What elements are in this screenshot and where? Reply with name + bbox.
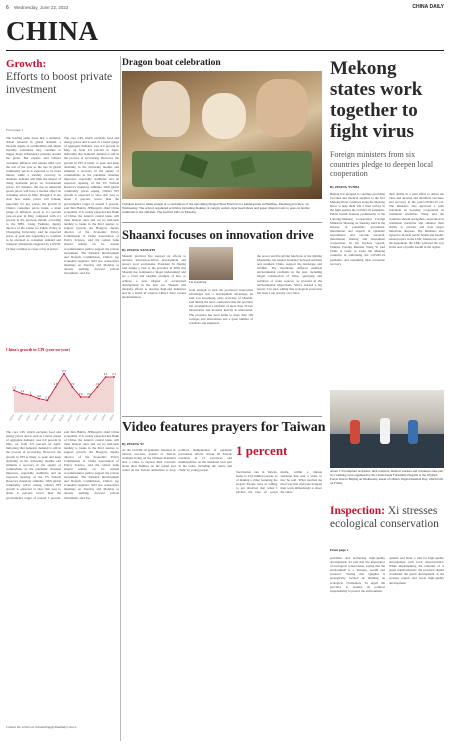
mekong-headline: Mekong states work together to fight virus xyxy=(330,58,423,142)
child-figure xyxy=(142,81,190,137)
inspection-kicker: Inspection: xyxy=(330,505,385,517)
walking-event-photo xyxy=(330,390,444,468)
data-point xyxy=(71,386,73,388)
shaanxi-photo-caption: Liu Guozhong xyxy=(189,280,207,284)
data-point xyxy=(105,376,107,378)
section-divider xyxy=(122,416,322,417)
data-label: 0.8 xyxy=(37,394,41,398)
right-photo-caption: About 170 transplant recipients, their relatives, medical workers and volunteers take part in a walking event organized by the China-Japan Friendship Hospital at the Olympic Forest Park in Beijing on Wednesday, ahead of China's Organ Donation Day, which falls on Friday. xyxy=(330,469,444,485)
paper-name: CHINA DAILY xyxy=(412,4,444,10)
section-divider xyxy=(122,222,322,223)
shaanxi-body-col1: Shaanxi province has stepped up efforts to advance innovation-driven development and protect local ecosystems. President Xi Jinping said during a visit to the province in 2020 that Shaanxi has continued a 'major undertaking' and set a vivid and tangible example of how to achieve a new chapter of accelerated development in the new era. Shaanxi will intensify efforts to develop high-end industries and be a leader in western China's drive toward modernization. xyxy=(122,254,186,299)
data-point xyxy=(21,393,23,395)
data-label: 0.9 xyxy=(78,393,83,397)
column-divider xyxy=(120,56,121,741)
x-tick-label: 2022.1 xyxy=(76,414,82,422)
x-tick-label: 2021.7 xyxy=(26,414,32,422)
data-label: 1.1 xyxy=(20,389,25,393)
mekong-body-col1: Beijing has pledged to continue providing vaccines and medical supplies to the five Mekong River countries along the Mekong River to help them win a final victory in the fight against the COVID-19 pandemic. Public health featured prominently at the Lancang-Mekong Cooperation Foreign Ministers' Meeting on Tuesday, held in the shadow of pandemic, prevention, information and experts in epidemic surveillance and vaccine research, information sharing and investment cooperation. In his keynote speech, Chinese Foreign Minister Wang Yi said China is ready to assist the Mekong countries in addressing the COVID-19 pandemic and sustaining their economic recovery. xyxy=(330,192,385,266)
shaanxi-headline: Shaanxi focuses on innovation drive xyxy=(122,228,314,242)
inspection-title: Xi stresses ecological conservation xyxy=(330,505,439,530)
inspection-byline: From page 1 xyxy=(330,548,349,552)
table-leaves xyxy=(132,151,312,187)
video-body-col1: As the COVID-19 epidemic situation in Taiwan worsens, dozens of Taiwan residents living on the Chinese mainland shot a video to express their concerns about their families on the island and called on the Taiwan authorities to drop political manipulation of epidemic prevention efforts. About 60 Taiwan residents in 15 provinces and municipalities on the mainland took part in the video, including the 'dance and chant' by young people. xyxy=(122,448,232,473)
growth-kicker: Growth: xyxy=(6,58,47,70)
shaanxi-body-col3: the power and life-giving functions of the Qinling Mountains, the natural boundary between northern and southern China, support the landscape and wildlife. The mountains suffered multiple environmental problems in the past, including illegal construction of villas, quarrying and pollution of water sources, as revealed in the environmental inspections. 'We've learned a big lesson,' Liu said, adding that ecological protection has been a top priority ever since. xyxy=(257,254,322,295)
data-label: 1.3 xyxy=(12,386,16,390)
data-point xyxy=(113,376,115,378)
growth-body-col2a: The core CPI, which excludes food and energy prices and is seen as a better gauge of aggregate demand, rose 0.9 percent in May, up from 0.9 percent in April, indicating that domestic demand is still in the process of recovering. However, the growth in PPI is likely to peak and keep declining in the following months and stimulus a recovery in the supply of commodities as the pandemic situation improves, especially stabilities and an expected tapering of the US Federal Reserve's monetary stimulus. With global commodity prices easing, China's PPI growth is expected to slow this year to about 6 percent, lower than the government's target of around 3 percent, said Zhu Haibin, JPMorgan's chief China economist. It is widely expected that Bank of China, the nation's central bank, will raise interest rates and cut its mid-term lending to banks in the third quarter, to support growth. Xu Hongcai, deputy director of the Economic Policy Commission at China Association of Policy Science, said the central bank should remain on its current accommodative path to support the private investment. The National Development and Reform Commission, China's top economic regulator, held two consecutive meetings on Tuesday and Monday to discuss pushing forward private investment, said Xu. xyxy=(64,136,119,276)
video-headline: Video features prayers for Taiwan xyxy=(122,420,326,435)
x-tick-label: 2022.4 xyxy=(101,414,107,422)
data-point xyxy=(63,373,65,375)
x-tick-label: 2021.12 xyxy=(67,414,74,423)
x-tick-label: 2021.6 xyxy=(18,414,24,422)
page-number: 6 xyxy=(6,5,9,11)
stat-number: 1 percent xyxy=(236,443,288,458)
photo-title: Dragon boat celebration xyxy=(122,58,221,68)
data-label: 1 xyxy=(29,391,32,395)
x-tick-label: 2021.5 xyxy=(9,414,15,422)
growth-headline: Efforts to boost private investment xyxy=(6,71,113,96)
data-label: 1.5 xyxy=(53,383,58,387)
mekong-body-col2: their ability in a joint effort to defeat the virus and develop and distribute vaccines, and recovery in the post-COVID-19 era. The ministers also approved a joint statement on boosting cooperation on traditional medicine. Wang said the countries should strengthen cooperation in traditional medicine and enhance their ability to prevent and treat major infectious diseases. The ministers also agreed to include public health and health-related topics in the LMC framework, with the agreement, the LMC will lead the way in the area of public health in the region. xyxy=(389,192,444,250)
data-point xyxy=(30,394,32,396)
section-title: CHINA xyxy=(6,16,99,46)
data-point xyxy=(55,386,57,388)
x-tick-label: 2022.2 xyxy=(84,414,90,422)
dragon-boat-photo xyxy=(122,71,322,199)
x-tick-label: 2021.10 xyxy=(50,414,57,423)
data-point xyxy=(46,399,48,401)
header-rule xyxy=(6,50,444,51)
video-body-col2: Vaccination rate in Taiwan, home to 23.6 million people, as of making a video featuring the slogan: 'People were so willing to get involved that when I pitched the idea on social media, within a minute someone had sent a video to me,' he said. 'What touched me most was that everyone dropped their work immediately to shoot the video.' xyxy=(236,470,322,495)
x-tick-label: 2022.5 xyxy=(109,414,115,422)
child-figure xyxy=(256,79,308,137)
mekong-subhead: Foreign ministers from six countries pledge to deepen local cooperation xyxy=(330,150,434,178)
growth-contact: Contact the writers at chenmeiling@chinadaily.com.cn xyxy=(6,725,77,729)
person xyxy=(350,420,360,444)
x-tick-label: 2021.8 xyxy=(34,414,40,422)
data-label: 0.7 xyxy=(45,396,50,400)
data-point xyxy=(96,386,98,388)
person xyxy=(408,420,418,444)
data-label: 1.5 xyxy=(95,383,100,387)
x-tick-label: 2022.3 xyxy=(93,414,99,422)
person xyxy=(380,418,390,444)
shaanxi-byline: By ZHANG YANGFEI xyxy=(122,248,156,252)
data-label: 0.9 xyxy=(87,393,91,397)
data-point xyxy=(38,398,40,400)
header-date: Wednesday, June 22, 2022 xyxy=(14,5,69,10)
growth-body-col2b: The core CPI, which excludes food and energy prices and is seen as a better gauge of aggregate demand, rose 0.9 percent in May, up from 0.9 percent in April, indicating that domestic demand is still in the process of recovering. However, the growth in PPI is likely to peak and keep declining in the following months and stimulus a recovery in the supply of commodities as the pandemic situation improves, especially stabilities and an expected tapering of the US Federal Reserve's monetary stimulus. With global commodity prices easing, China's PPI growth is expected to slow this year to about 6 percent, lower than the government's target of around 3 percent, said Zhu Haibin, JPMorgan's chief China economist. It is widely expected that Bank of China, the nation's central bank, will raise interest rates and cut its mid-term lending to banks in the third quarter, to support growth. Xu Hongcai, deputy director of the Economic Policy Commission at China Association of Policy Science, said the central bank should remain on its current accommodative path to support the private investment. The National Development and Reform Commission, China's top economic regulator, held two consecutive meetings on Tuesday and Monday to discuss pushing forward private investment, said Xu. xyxy=(6,430,119,500)
growth-body-col1: The leading same areas that a stimulus-driven rebound in global demand, a buoyant supply of commodities and ample liquidity conditions may continue to trigger major inflationary pressure around the globe. But experts said China's consumer inflation will remain mild over the rest of the year as the rise in global commodity prices is expected to be more muted, while a steadily recovery in domestic demand will limit the impact of rising upstream prices on downstream prices. For instance, the rise in industrial goods prices will have a modest effect on consumer prices in May. Though it is not clear how stable prices will remain, especially for key prices, the growth in China's consumer prices index, a main gauge of inflation, stood at 2.1 percent year-on-year in May, compared with 2.1 percent in the previous month, according to the NBS. Liang Yusheng, deputy director of the Center for Public Policy at Chongqing University, said he expected prices of pork and vegetables to continue to be elevated as consumer demand and transport disruptions triggered by COVID-19 may continue to cause a rise in prices. xyxy=(6,136,61,251)
data-label: 2.1 xyxy=(103,373,108,377)
child-figure xyxy=(202,93,246,139)
inspection-body-col2: opment and blaze a trail for high-quality development with local characteristics. While implementing the rationale of 'a green transformation', the province should coordinate the green development of the western region and boost high-quality development. xyxy=(389,556,444,585)
data-label: 2.3 xyxy=(62,369,66,373)
growth-source: From page 1 xyxy=(6,128,24,132)
video-byline: By ZHANG YI xyxy=(122,442,144,446)
data-point xyxy=(88,396,90,398)
shaanxi-body-col2: from enough to turn the province's innovation advantages into a development advantage, he said. Liu Guozhong, party secretary of Shaanxi, said during the news conference that the province has accumulated a platform of more than 30 key laboratories and invested heavily in innovation. The province has been home to more than 100 colleges and universities and a great number of scientists and engineers. xyxy=(189,288,253,325)
photo-caption: Children learn to make zongzi at a celebration of the upcoming Dragon Boat Festival at a kindergarten in Huaihua, Zhejiang province, on Wednesday. The school organized activities including making of zongzi, sachet, tiger head shoes and paper dragon boats to pass on festive traditions to the children. The festival falls on Monday. xyxy=(122,202,310,215)
data-point xyxy=(80,396,82,398)
x-tick-label: 2021.11 xyxy=(59,414,65,423)
liu-guozhong-portrait xyxy=(189,247,233,280)
inspection-headline xyxy=(330,505,444,531)
data-label: 2.1 xyxy=(112,373,116,377)
chart-title: China's growth in CPI (year-on-year) xyxy=(6,347,70,352)
data-label: 1.5 xyxy=(70,383,75,387)
cpi-line-chart xyxy=(6,356,118,426)
mekong-byline: By ZHANG YUNBI xyxy=(330,185,359,189)
data-point xyxy=(13,389,15,391)
inspection-body-col1: problems and promoting high-quality development. Xi said that the importance of ecological conservation, saying that the environment is a 'treasure, wealth and resource'. Noting that Qinghai is strategically located in building an ecological civilization, Xi urged the province to assume its political responsibility to protect the environment. xyxy=(330,556,385,593)
x-tick-label: 2021.9 xyxy=(43,414,49,422)
